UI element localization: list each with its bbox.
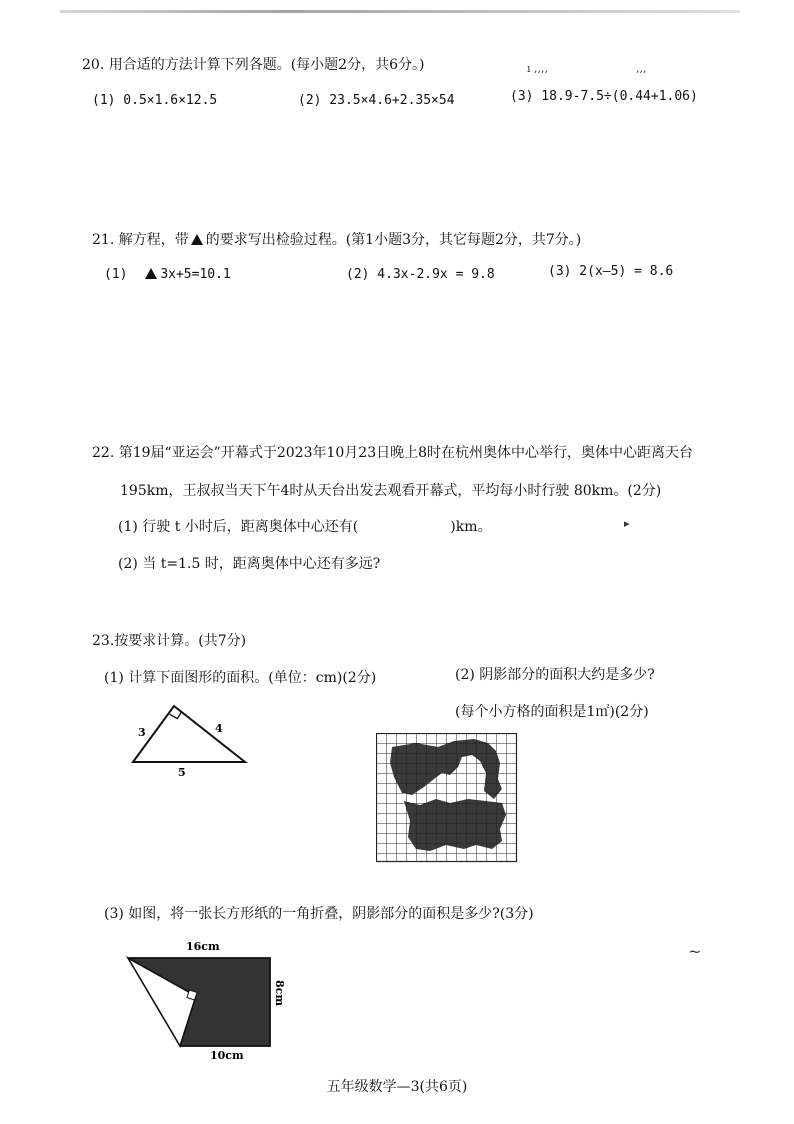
triangle-side-b-label: 4 [215,722,223,735]
scan-speck: ▸ [624,517,630,530]
fold-bottom-label: 10cm [210,1049,244,1062]
triangle-mark-icon [191,234,203,245]
shaded-grid-figure [376,733,518,863]
right-triangle-figure [128,698,258,782]
q21-title-start: 21. 解方程，带 [92,232,189,248]
q21-title-rest: 的要求写出检验过程。(第1小题3分，其它每题2分，共7分。) [205,232,582,248]
q21-item-1-prefix: (1) [104,267,128,282]
scan-speck: ~ [688,942,702,961]
q20-item-1: (1) 0.5×1.6×12.5 [92,93,218,108]
q22-sub-1-unit: )km。 [450,519,492,535]
fold-right-label: 8cm [273,980,286,1006]
scan-speck: ,,, [636,62,647,75]
q23-sub-2-note: (每个小方格的面积是1㎡)(2分) [455,704,649,720]
triangle-side-a-label: 3 [138,726,146,739]
q23-title: 23.按要求计算。(共7分) [92,633,247,649]
scan-edge-line [60,10,740,13]
q23-sub-3: (3) 如图，将一张长方形纸的一角折叠，阴影部分的面积是多少?(3分) [104,906,534,922]
fold-top-label: 16cm [186,940,220,953]
triangle-side-c-label: 5 [178,766,186,779]
q23-sub-1: (1) 计算下面图形的面积。(单位：cm)(2分) [104,670,377,686]
q22-line-1: 22. 第19届“亚运会”开幕式于2023年10月23日晚上8时在杭州奥体中心举行，奥体中心距离天台 [92,445,694,461]
q21-item-3: (3) 2(x—5) = 8.6 [548,264,674,279]
scan-speck: ı ,,,, [527,62,549,75]
triangle-mark-icon [145,268,157,279]
q20-title: 20. 用合适的方法计算下列各题。(每小题2分，共6分。) [82,57,425,73]
q23-sub-2: (2) 阴影部分的面积大约是多少? [455,667,655,683]
q22-sub-1 [118,518,492,536]
q21-item-1-eq: 3x+5=10.1 [160,267,231,282]
q20-item-2: (2) 23.5×4.6+2.35×54 [298,93,455,108]
q21-item-2: (2) 4.3x-2.9x = 9.8 [346,267,495,282]
q22-sub-1-text: (1) 行驶 t 小时后，距离奥体中心还有( [118,519,359,535]
q22-sub-2: (2) 当 t=1.5 时，距离奥体中心还有多远? [118,556,381,572]
q21-item-1 [104,266,231,284]
q21-title [92,231,581,249]
page-footer: 五年级数学—3(共6页) [326,1079,468,1095]
folded-rectangle-figure [118,936,290,1062]
q22-line-2: 195km，王叔叔当天下午4时从天台出发去观看开幕式，平均每小时行驶 80km。(2分) [120,483,662,499]
q20-item-3: (3) 18.9-7.5÷(0.44+1.06) [510,89,698,104]
